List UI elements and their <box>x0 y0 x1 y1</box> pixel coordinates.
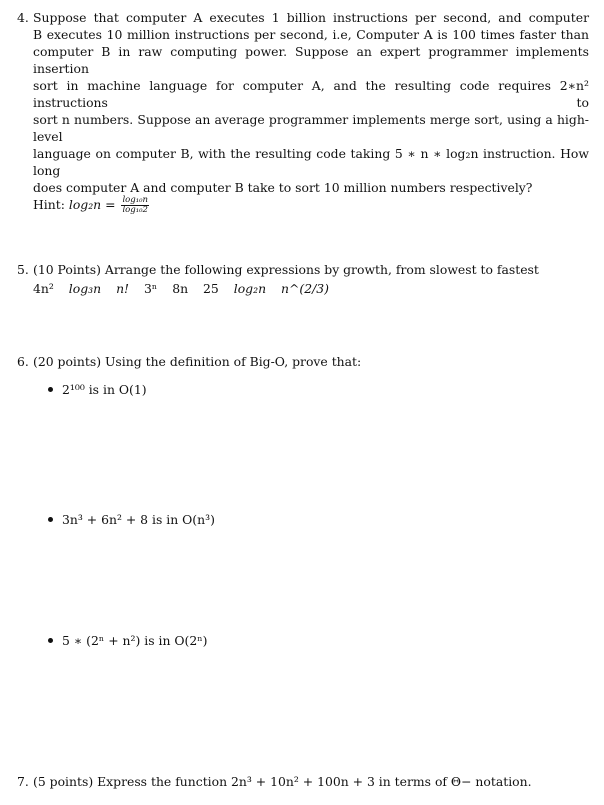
expression: log₂n <box>233 281 267 296</box>
q4-line-6: language on computer B, with the resulting code taking 5 ∗ n ∗ log₂n instruction. How long <box>33 146 589 178</box>
question-number: 6. <box>17 354 29 369</box>
question-6 <box>17 353 589 370</box>
bullet-text: 5 ∗ (2ⁿ + n²) is in O(2ⁿ) <box>62 633 208 648</box>
question-7 <box>17 773 589 790</box>
bullet-icon <box>48 638 53 643</box>
expression: n^(2/3) <box>281 281 329 296</box>
expression: 25 <box>203 281 219 296</box>
hint-numerator: log₁₀n <box>122 195 149 205</box>
bullet-item <box>48 381 147 398</box>
question-number: 4. <box>17 10 29 25</box>
q4-line-3: computer B in raw computing power. Suppose an expert programmer implements insertion <box>33 44 589 76</box>
question-7-text: (5 points) Express the function 2n³ + 10n² + 100n + 3 in terms of Θ− notation. <box>33 774 532 789</box>
q4-line-5: sort n numbers. Suppose an average programmer implements merge sort, using a high-level <box>33 112 589 144</box>
hint-denominator: log₁₀2 <box>122 205 148 215</box>
expression: 3ⁿ <box>143 281 158 296</box>
bullet-text: 3n³ + 6n² + 8 is in O(n³) <box>62 512 215 527</box>
bullet-text: 2¹⁰⁰ is in O(1) <box>62 382 147 397</box>
bullet-item <box>48 511 215 528</box>
bullet-icon <box>48 517 53 522</box>
expression: 4n² <box>33 281 54 296</box>
question-number: 7. <box>17 774 29 789</box>
question-5-text: (10 Points) Arrange the following expressions by growth, from slowest to fastest <box>33 262 539 277</box>
expression: 8n <box>172 281 189 296</box>
question-4 <box>17 9 589 215</box>
hint-label: Hint: <box>33 197 65 212</box>
expression: log₃n <box>68 281 102 296</box>
question-5 <box>17 261 589 297</box>
expression-list <box>33 280 589 297</box>
q4-line-4: sort in machine language for computer A, and the resulting code requires 2∗n² instructions to <box>33 78 589 110</box>
q4-line-1: Suppose that computer A executes 1 billion instructions per second, and computer <box>33 10 589 25</box>
question-number: 5. <box>17 262 29 277</box>
bullet-icon <box>48 387 53 392</box>
q4-line-2: B executes 10 million instructions per second, i.e, Computer A is 100 times faster than <box>33 27 589 42</box>
hint-fraction <box>121 196 149 215</box>
expression: n! <box>116 281 130 296</box>
bullet-item <box>48 632 207 649</box>
question-6-text: (20 points) Using the definition of Big-O, prove that: <box>33 354 362 369</box>
hint-lhs: log₂n = <box>68 197 116 212</box>
q4-hint <box>33 196 589 215</box>
question-4-text <box>33 9 589 215</box>
q4-line-7: does computer A and computer B take to sort 10 million numbers respectively? <box>33 180 533 195</box>
